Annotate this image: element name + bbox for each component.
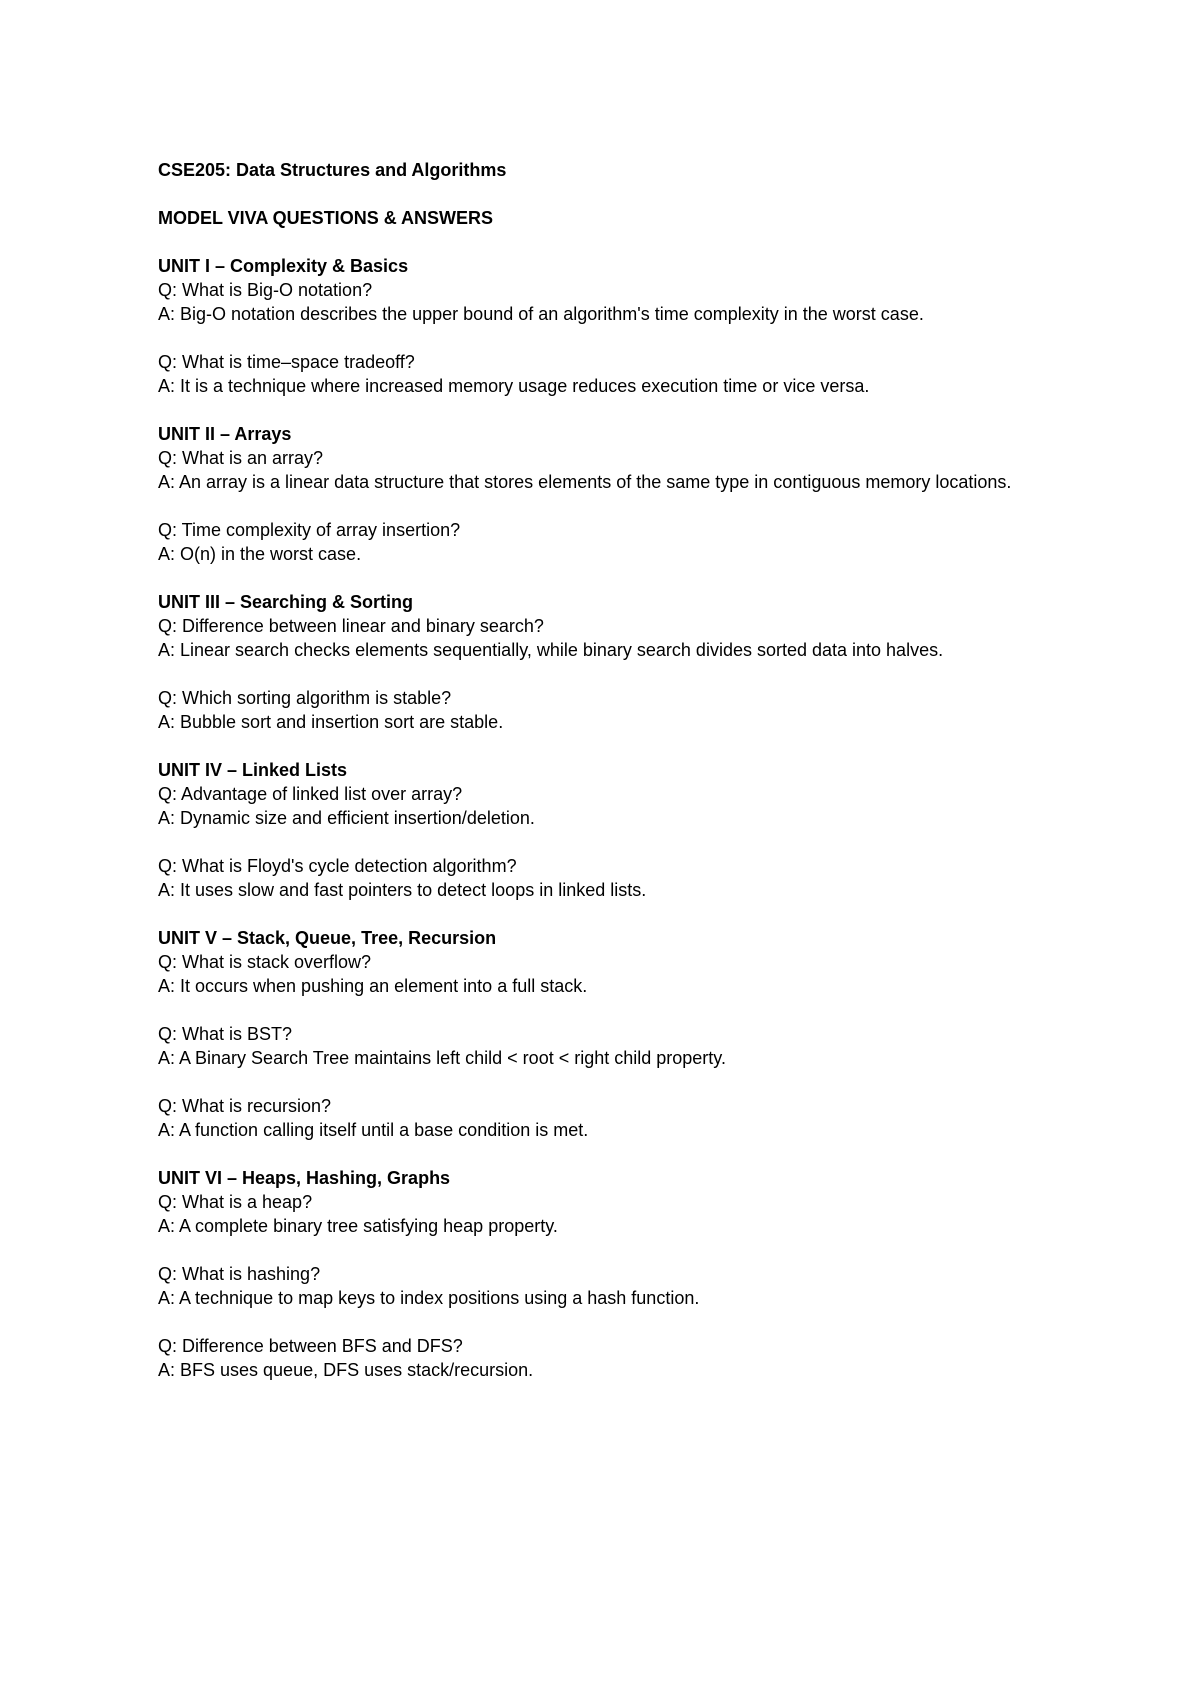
question-text: Q: What is a heap? [158, 1192, 313, 1212]
question-text: Q: What is an array? [158, 448, 324, 468]
unit-section [158, 254, 1058, 398]
unit-heading: UNIT VI – Heaps, Hashing, Graphs [158, 1168, 451, 1188]
answer-text: A: Big-O notation describes the upper bound of an algorithm's time complexity in the worst case. [158, 304, 924, 324]
answer-text: A: A technique to map keys to index positions using a hash function. [158, 1288, 700, 1308]
answer-text: A: Linear search checks elements sequentially, while binary search divides sorted data into halves. [158, 640, 944, 660]
qa-pair [158, 1190, 1058, 1238]
answer-text: A: Dynamic size and efficient insertion/deletion. [158, 808, 535, 828]
question-text: Q: What is stack overflow? [158, 952, 372, 972]
question-text: Q: What is BST? [158, 1024, 293, 1044]
question-text: Q: What is Floyd's cycle detection algorithm? [158, 856, 517, 876]
qa-pair [158, 1022, 1058, 1070]
answer-text: A: Bubble sort and insertion sort are stable. [158, 712, 504, 732]
unit-section [158, 758, 1058, 902]
question-text: Q: Difference between linear and binary search? [158, 616, 544, 636]
qa-pair [158, 614, 1058, 662]
question-text: Q: What is time–space tradeoff? [158, 352, 415, 372]
qa-pair [158, 1262, 1058, 1310]
qa-pair [158, 1094, 1058, 1142]
qa-pair [158, 686, 1058, 734]
question-text: Q: Time complexity of array insertion? [158, 520, 461, 540]
unit-section [158, 1166, 1058, 1382]
qa-pair [158, 278, 1058, 326]
question-text: Q: What is Big-O notation? [158, 280, 373, 300]
answer-text: A: BFS uses queue, DFS uses stack/recursion. [158, 1360, 534, 1380]
qa-pair [158, 782, 1058, 830]
answer-text: A: It uses slow and fast pointers to detect loops in linked lists. [158, 880, 647, 900]
answer-text: A: It is a technique where increased memory usage reduces execution time or vice versa. [158, 376, 870, 396]
qa-pair [158, 854, 1058, 902]
qa-pair [158, 1334, 1058, 1382]
unit-heading: UNIT IV – Linked Lists [158, 760, 348, 780]
unit-section [158, 926, 1058, 1142]
qa-pair [158, 446, 1058, 494]
answer-text: A: It occurs when pushing an element into a full stack. [158, 976, 588, 996]
qa-pair [158, 950, 1058, 998]
document-subtitle: MODEL VIVA QUESTIONS & ANSWERS [158, 208, 494, 228]
answer-text: A: A Binary Search Tree maintains left child < root < right child property. [158, 1048, 726, 1068]
answer-text: A: An array is a linear data structure that stores elements of the same type in contiguous memory locations. [158, 472, 1012, 492]
question-text: Q: What is recursion? [158, 1096, 332, 1116]
unit-heading: UNIT V – Stack, Queue, Tree, Recursion [158, 928, 497, 948]
question-text: Q: Difference between BFS and DFS? [158, 1336, 463, 1356]
answer-text: A: A complete binary tree satisfying heap property. [158, 1216, 558, 1236]
qa-pair [158, 518, 1058, 566]
unit-section [158, 422, 1058, 566]
document-title: CSE205: Data Structures and Algorithms [158, 160, 507, 180]
answer-text: A: A function calling itself until a base condition is met. [158, 1120, 589, 1140]
qa-pair [158, 350, 1058, 398]
unit-heading: UNIT II – Arrays [158, 424, 292, 444]
question-text: Q: Which sorting algorithm is stable? [158, 688, 452, 708]
question-text: Q: Advantage of linked list over array? [158, 784, 463, 804]
document-page [158, 158, 1058, 1382]
unit-heading: UNIT I – Complexity & Basics [158, 256, 409, 276]
answer-text: A: O(n) in the worst case. [158, 544, 362, 564]
unit-section [158, 590, 1058, 734]
unit-heading: UNIT III – Searching & Sorting [158, 592, 414, 612]
question-text: Q: What is hashing? [158, 1264, 321, 1284]
